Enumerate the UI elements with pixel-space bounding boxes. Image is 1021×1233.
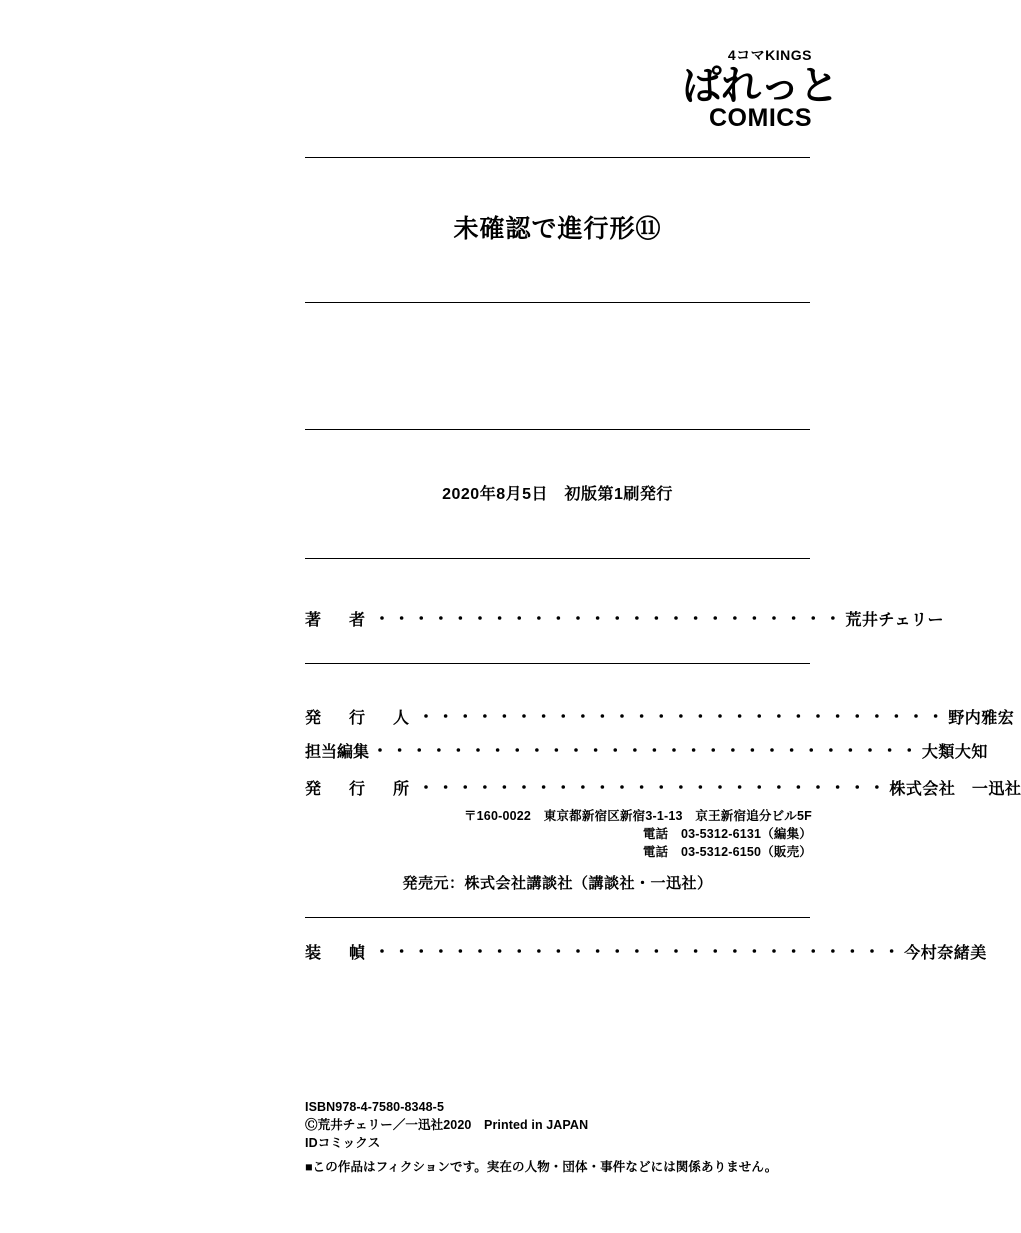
publication-date: 2020年8月5日 初版第1刷発行 bbox=[442, 486, 673, 503]
credit-value-author: 荒井チェリー bbox=[845, 612, 944, 629]
leader-dots: ・・・・・・・・・・・・・・・・・・・・・・・・ bbox=[374, 611, 845, 628]
divider-rule-6 bbox=[305, 917, 810, 918]
publisher-phone-sales: 電話 03-5312-6150（販売） bbox=[642, 845, 812, 859]
credit-label-editor: 担当編集 bbox=[305, 744, 370, 761]
logo-imprint-line: 4コマKINGS bbox=[727, 47, 812, 63]
divider-rule-2 bbox=[305, 302, 810, 303]
logo-brand-name: ぱれっと bbox=[682, 64, 838, 109]
leader-dots: ・・・・・・・・・・・・・・・・・・・・・・・・・・・ bbox=[418, 709, 948, 726]
credit-row-author bbox=[305, 607, 944, 630]
logo-comics-label: COMICS bbox=[709, 104, 812, 133]
divider-rule-3 bbox=[305, 429, 810, 430]
credit-row-publisher-company bbox=[305, 776, 1021, 799]
leader-dots: ・・・・・・・・・・・・・・・・・・・・・・・・・・・ bbox=[374, 944, 904, 961]
divider-rule-4 bbox=[305, 558, 810, 559]
isbn-text: ISBN978-4-7580-8348-5 bbox=[305, 1100, 444, 1114]
publisher-logo bbox=[682, 47, 838, 133]
credit-label-publisher-company: 発 行 所 bbox=[305, 781, 416, 798]
credit-label-design: 装 幀 bbox=[305, 945, 372, 962]
footer-block bbox=[305, 1098, 825, 1152]
leader-dots: ・・・・・・・・・・・・・・・・・・・・・・・・・・・・ bbox=[372, 743, 921, 760]
copyright-text: Ⓒ荒井チェリー／一迅社2020 Printed in JAPAN bbox=[305, 1118, 589, 1133]
divider-rule-1 bbox=[305, 157, 810, 158]
seller-info: 発売元：株式会社講談社（講談社・一迅社） bbox=[402, 875, 713, 892]
leader-dots: ・・・・・・・・・・・・・・・・・・・・・・・・ bbox=[418, 780, 889, 797]
credit-row-publisher-person bbox=[305, 705, 1015, 728]
credit-row-design bbox=[305, 940, 987, 963]
disclaimer-text: ■この作品はフィクションです。実在の人物・団体・事件などには関係ありません。 bbox=[305, 1160, 778, 1174]
credit-label-publisher-person: 発 行 人 bbox=[305, 710, 416, 727]
credit-value-publisher-person: 野内雅宏 bbox=[948, 710, 1015, 727]
credit-label-author: 著 者 bbox=[305, 612, 372, 629]
publisher-phone-editorial: 電話 03-5312-6131（編集） bbox=[642, 827, 812, 841]
credit-value-publisher-company: 株式会社 一迅社 bbox=[889, 781, 1021, 798]
credit-value-editor: 大類大知 bbox=[921, 744, 988, 761]
divider-rule-5 bbox=[305, 663, 810, 664]
page-title: 未確認で進行形⑪ bbox=[453, 215, 662, 243]
publisher-address: 〒160-0022 東京都新宿区新宿3-1-13 京王新宿追分ビル5F bbox=[463, 809, 812, 823]
disclaimer-block bbox=[305, 1157, 825, 1175]
credit-value-design: 今村奈緒美 bbox=[904, 945, 987, 962]
imprint-text: IDコミックス bbox=[305, 1136, 381, 1151]
credit-row-editor bbox=[305, 739, 988, 762]
